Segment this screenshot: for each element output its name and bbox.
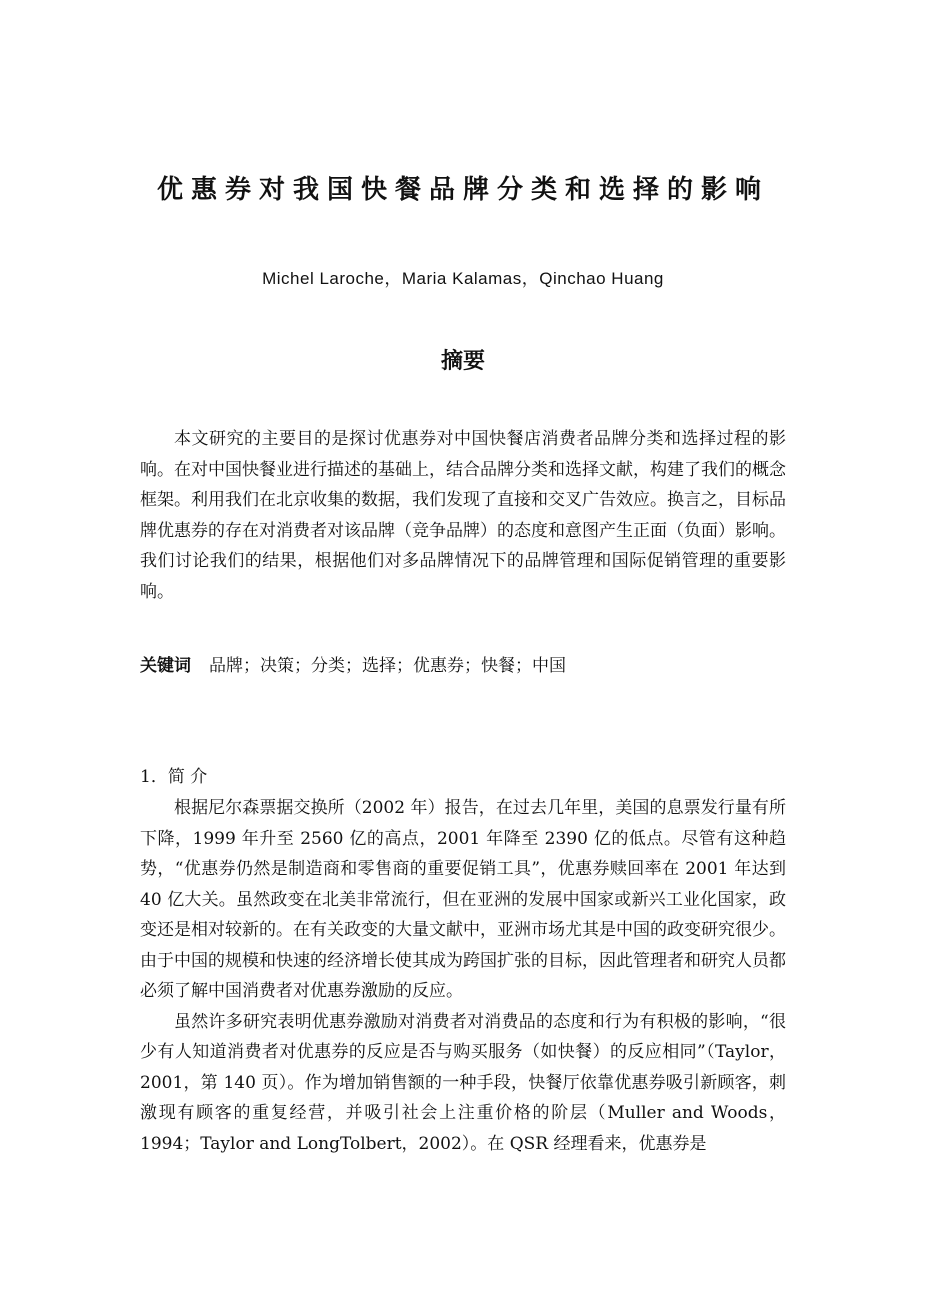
keywords-line (140, 652, 786, 680)
body-paragraph: 虽然许多研究表明优惠券激励对消费者对消费品的态度和行为有积极的影响，“很少有人知道消费者对优惠券的反应是否与购买服务（如快餐）的反应相同”（Taylor，2001，第 140 页）。作为增加销售额的一种手段，快餐厅依靠优惠券吸引新顾客，刺激现有顾客的重复经营，并吸引社会上注重价格的阶层（Muller and Woods，1994；Taylor and LongTolbert，2002）。在 QSR 经理看来，优惠券是 (140, 1011, 786, 1154)
keywords-list: 品牌；决策；分类；选择；优惠券；快餐；中国 (209, 656, 566, 676)
abstract-heading: 摘要 (440, 349, 485, 374)
paper-title: 优惠券对我国快餐品牌分类和选择的影响 (156, 175, 769, 205)
abstract-paragraph: 本文研究的主要目的是探讨优惠券对中国快餐店消费者品牌分类和选择过程的影响。在对中国快餐业进行描述的基础上，结合品牌分类和选择文献，构建了我们的概念框架。利用我们在北京收集的数据，我们发现了直接和交叉广告效应。换言之，目标品牌优惠券的存在对消费者对该品牌（竞争品牌）的态度和意图产生正面（负面）影响。我们讨论我们的结果，根据他们对多品牌情况下的品牌管理和国际促销管理的重要影响。 (140, 429, 786, 602)
section-heading-introduction: 1．简 介 (140, 767, 208, 787)
body-paragraph: 根据尼尔森票据交换所（2002 年）报告，在过去几年里，美国的息票发行量有所下降，1999 年升至 2560 亿的高点，2001 年降至 2390 亿的低点。尽管有这种趋势，“优惠券仍然是制造商和零售商的重要促销工具”，优惠券赎回率在 2001 年达到 40 亿大关。虽然政变在北美非常流行，但在亚洲的发展中国家或新兴工业化国家，政变还是相对较新的。在有关政变的大量文献中，亚洲市场尤其是中国的政变研究很少。由于中国的规模和快速的经济增长使其成为跨国扩张的目标，因此管理者和研究人员都必须了解中国消费者对优惠券激励的反应。 (140, 798, 786, 1001)
author-list: Michel Laroche，Maria Kalamas，Qinchao Huang (262, 269, 664, 288)
introduction-body (140, 793, 786, 1159)
keywords-label: 关键词 (140, 656, 191, 676)
abstract-body (140, 424, 786, 607)
